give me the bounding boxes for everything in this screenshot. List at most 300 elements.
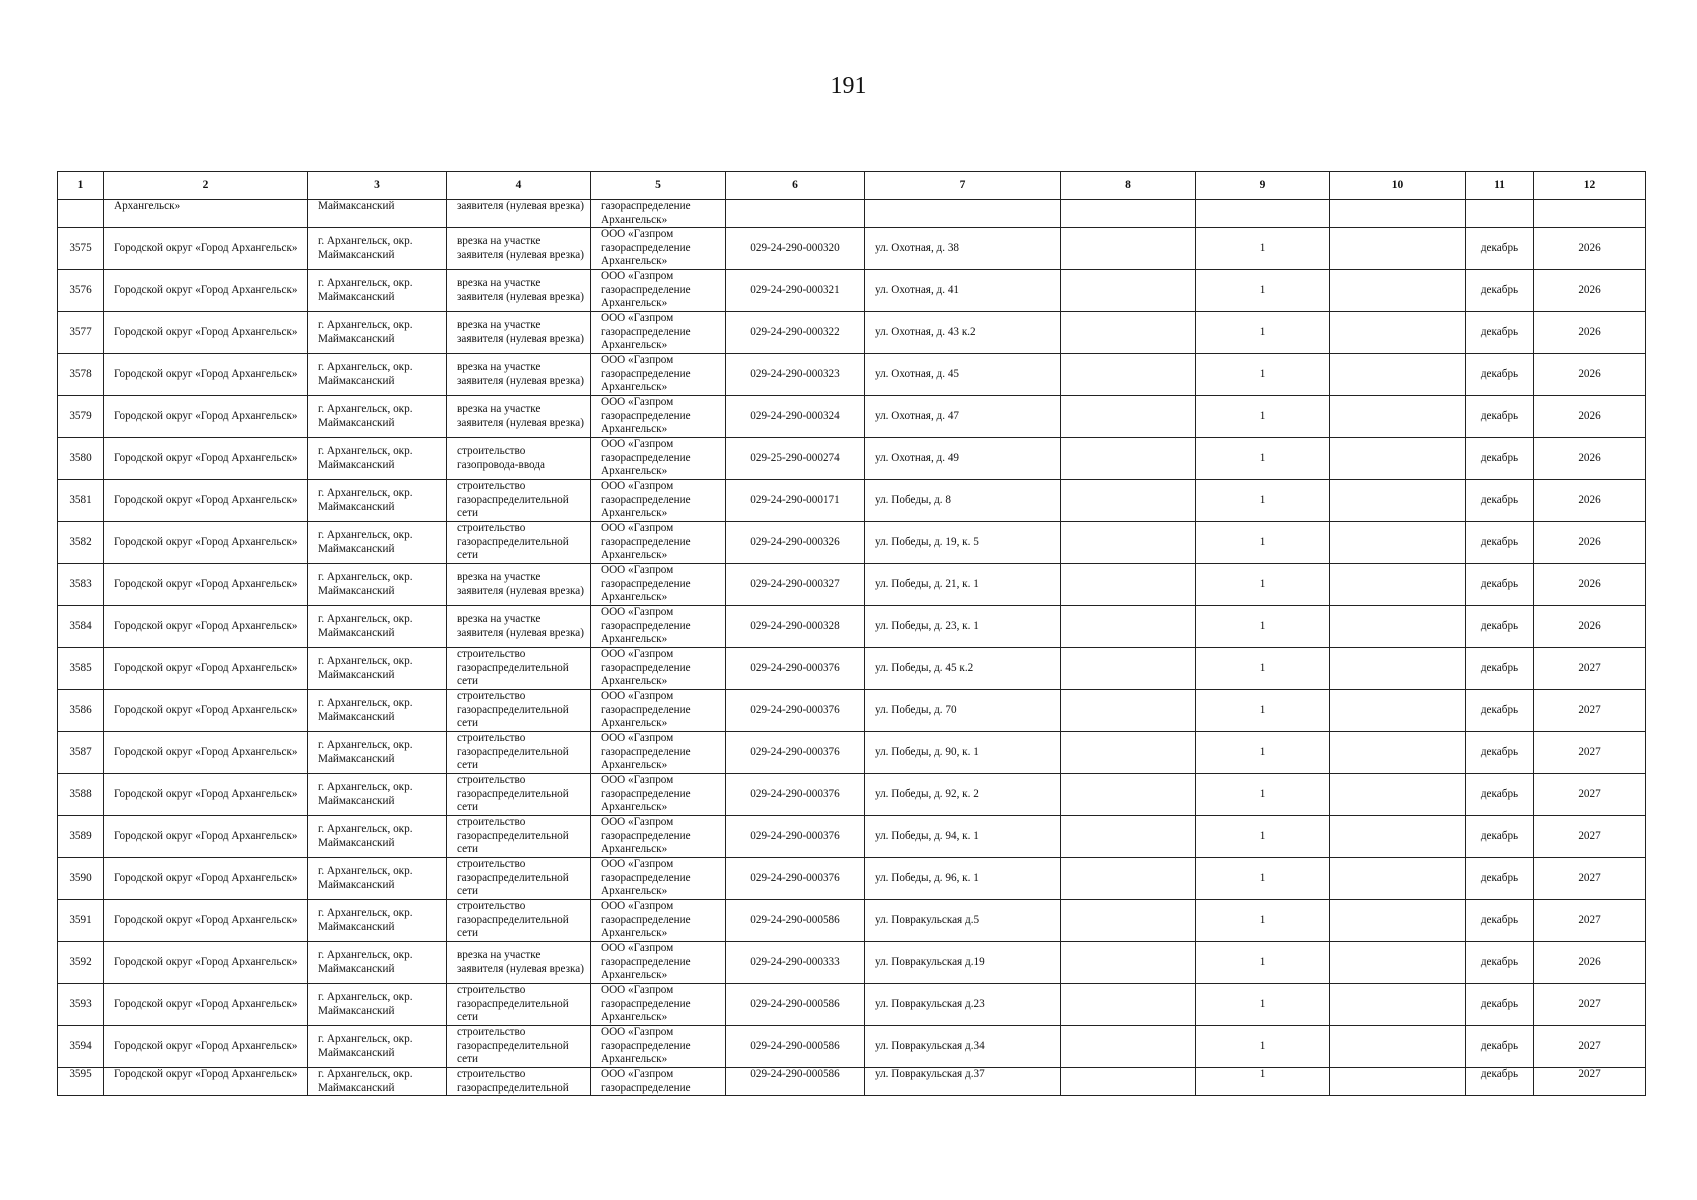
cell-year: 2027: [1534, 900, 1646, 942]
cell-col10: [1330, 732, 1466, 774]
cell-col10: [1330, 648, 1466, 690]
cell-work-type: строительство газораспределительной сети: [447, 774, 591, 816]
cell-col10: [1330, 522, 1466, 564]
cell-number: 3575: [58, 228, 104, 270]
cell-work-type: врезка на участке заявителя (нулевая врезка): [447, 606, 591, 648]
cell-month: декабрь: [1466, 942, 1534, 984]
cell-district: Городской округ «Город Архангельск»: [104, 396, 308, 438]
cell-year: 2026: [1534, 228, 1646, 270]
cell-work-type: врезка на участке заявителя (нулевая врезка): [447, 354, 591, 396]
cell-month: декабрь: [1466, 1026, 1534, 1068]
cell-locality: г. Архангельск, окр. Маймаксанский: [308, 732, 447, 774]
cell-col8: [1061, 1026, 1196, 1068]
cell-col8: [1061, 1068, 1196, 1096]
cell-quantity: 1: [1196, 900, 1330, 942]
cell-locality: г. Архангельск, окр. Маймаксанский: [308, 1026, 447, 1068]
table-row: [58, 1026, 1646, 1068]
cell-organization: ООО «Газпром газораспределение Архангельск»: [591, 690, 726, 732]
cell-col8: [1061, 732, 1196, 774]
cell-organization: ООО «Газпром газораспределение Архангельск»: [591, 564, 726, 606]
cell-col8: [1061, 984, 1196, 1026]
cell-district: Городской округ «Город Архангельск»: [104, 1068, 308, 1096]
table-row: [58, 858, 1646, 900]
cell-quantity: 1: [1196, 1026, 1330, 1068]
cell-organization: ООО «Газпром газораспределение Архангельск»: [591, 606, 726, 648]
cell-address: ул. Победы, д. 8: [865, 480, 1061, 522]
cell-work-type: строительство газораспределительной сети: [447, 648, 591, 690]
cell-work-type: врезка на участке заявителя (нулевая врезка): [447, 564, 591, 606]
cell-col10: [1330, 564, 1466, 606]
cell-address: ул. Повракульская д.5: [865, 900, 1061, 942]
cell-district: Городской округ «Город Архангельск»: [104, 312, 308, 354]
cell-code: 029-24-290-000376: [726, 816, 865, 858]
table-row: [58, 984, 1646, 1026]
cell-month: декабрь: [1466, 732, 1534, 774]
cell-col10: [1330, 228, 1466, 270]
cell-number: 3579: [58, 396, 104, 438]
cell-district: Городской округ «Город Архангельск»: [104, 1026, 308, 1068]
cell-number: 3581: [58, 480, 104, 522]
cell-district: Городской округ «Город Архангельск»: [104, 942, 308, 984]
cell-year: 2027: [1534, 648, 1646, 690]
cell-col10: [1330, 606, 1466, 648]
cell-quantity: 1: [1196, 228, 1330, 270]
cell-work-type: строительство газораспределительной сети: [447, 1026, 591, 1068]
cell-code: 029-25-290-000274: [726, 438, 865, 480]
cell-address: ул. Повракульская д.37: [865, 1068, 1061, 1096]
header-cell: 11: [1466, 172, 1534, 200]
header-cell: 5: [591, 172, 726, 200]
cell-organization: ООО «Газпром газораспределение Архангельск»: [591, 228, 726, 270]
cell-district: Городской округ «Город Архангельск»: [104, 858, 308, 900]
cell-code: 029-24-290-000328: [726, 606, 865, 648]
cell-address: ул. Повракульская д.19: [865, 942, 1061, 984]
cell-month: декабрь: [1466, 480, 1534, 522]
cell-locality: г. Архангельск, окр. Маймаксанский: [308, 228, 447, 270]
cell-work-type: строительство газораспределительной сети: [447, 816, 591, 858]
cell-month: декабрь: [1466, 354, 1534, 396]
cell-month: декабрь: [1466, 228, 1534, 270]
table-row: [58, 354, 1646, 396]
cell-code: 029-24-290-000326: [726, 522, 865, 564]
header-cell: 1: [58, 172, 104, 200]
cell-locality: г. Архангельск, окр. Маймаксанский: [308, 438, 447, 480]
cell-number: 3585: [58, 648, 104, 690]
cell-organization: ООО «Газпром газораспределение Архангельск»: [591, 816, 726, 858]
cell-col8: [1061, 816, 1196, 858]
cell-code: 029-24-290-000320: [726, 228, 865, 270]
table-row: [58, 480, 1646, 522]
cell-col8: [1061, 774, 1196, 816]
cell-work-type: строительство газораспределительной сети: [447, 984, 591, 1026]
continuation-row: [58, 200, 1646, 228]
cell-number: 3589: [58, 816, 104, 858]
cell-address: ул. Охотная, д. 49: [865, 438, 1061, 480]
cell-district: Городской округ «Город Архангельск»: [104, 564, 308, 606]
cell-code: [726, 200, 865, 228]
cell-work-type: строительство газораспределительной сети: [447, 480, 591, 522]
cell-col10: [1330, 312, 1466, 354]
cell-work-type: строительство газораспределительной: [447, 1068, 591, 1096]
cell-year: 2027: [1534, 816, 1646, 858]
table-row: [58, 228, 1646, 270]
cell-organization: ООО «Газпром газораспределение Архангельск»: [591, 984, 726, 1026]
cell-locality: Маймаксанский: [308, 200, 447, 228]
cell-locality: г. Архангельск, окр. Маймаксанский: [308, 480, 447, 522]
cell-col8: [1061, 480, 1196, 522]
cell-col10: [1330, 480, 1466, 522]
cell-organization: ООО «Газпром газораспределение Архангельск»: [591, 1026, 726, 1068]
cell-month: декабрь: [1466, 522, 1534, 564]
cell-code: 029-24-290-000586: [726, 1026, 865, 1068]
cell-code: 029-24-290-000376: [726, 648, 865, 690]
cell-work-type: врезка на участке заявителя (нулевая врезка): [447, 312, 591, 354]
table-row: [58, 522, 1646, 564]
cell-quantity: 1: [1196, 942, 1330, 984]
cell-district: Городской округ «Город Архангельск»: [104, 480, 308, 522]
header-cell: 4: [447, 172, 591, 200]
header-cell: 7: [865, 172, 1061, 200]
cell-quantity: 1: [1196, 774, 1330, 816]
cell-col8: [1061, 396, 1196, 438]
cell-month: декабрь: [1466, 690, 1534, 732]
cell-address: ул. Повракульская д.34: [865, 1026, 1061, 1068]
cell-locality: г. Архангельск, окр. Маймаксанский: [308, 522, 447, 564]
cell-address: ул. Победы, д. 21, к. 1: [865, 564, 1061, 606]
cell-number: 3578: [58, 354, 104, 396]
cell-district: Городской округ «Город Архангельск»: [104, 900, 308, 942]
cell-year: 2026: [1534, 270, 1646, 312]
cell-district: Городской округ «Город Архангельск»: [104, 984, 308, 1026]
cell-locality: г. Архангельск, окр. Маймаксанский: [308, 900, 447, 942]
cell-number: 3576: [58, 270, 104, 312]
cell-quantity: 1: [1196, 270, 1330, 312]
table-row: [58, 564, 1646, 606]
cell-month: декабрь: [1466, 900, 1534, 942]
cell-district: Городской округ «Город Архангельск»: [104, 354, 308, 396]
cell-code: 029-24-290-000322: [726, 312, 865, 354]
cell-col8: [1061, 648, 1196, 690]
cell-year: 2027: [1534, 774, 1646, 816]
cell-year: [1534, 200, 1646, 228]
table-row: [58, 312, 1646, 354]
table-body: [58, 172, 1646, 1096]
cell-quantity: 1: [1196, 858, 1330, 900]
cell-number: 3595: [58, 1068, 104, 1096]
cell-organization: ООО «Газпром газораспределение Архангельск»: [591, 900, 726, 942]
cell-col10: [1330, 816, 1466, 858]
cell-organization: ООО «Газпром газораспределение Архангельск»: [591, 858, 726, 900]
cell-district: Городской округ «Город Архангельск»: [104, 606, 308, 648]
cell-number: 3587: [58, 732, 104, 774]
cell-month: декабрь: [1466, 606, 1534, 648]
cell-quantity: 1: [1196, 648, 1330, 690]
cell-col10: [1330, 900, 1466, 942]
cell-quantity: 1: [1196, 564, 1330, 606]
cell-code: 029-24-290-000376: [726, 690, 865, 732]
cell-locality: г. Архангельск, окр. Маймаксанский: [308, 690, 447, 732]
header-cell: 6: [726, 172, 865, 200]
cell-organization: ООО «Газпром газораспределение Архангельск»: [591, 270, 726, 312]
cell-district: Городской округ «Город Архангельск»: [104, 228, 308, 270]
cell-col8: [1061, 606, 1196, 648]
cell-address: ул. Победы, д. 23, к. 1: [865, 606, 1061, 648]
cell-locality: г. Архангельск, окр. Маймаксанский: [308, 312, 447, 354]
cell-number: 3580: [58, 438, 104, 480]
cell-month: декабрь: [1466, 816, 1534, 858]
cell-district: Городской округ «Город Архангельск»: [104, 522, 308, 564]
cell-month: декабрь: [1466, 648, 1534, 690]
cell-code: 029-24-290-000324: [726, 396, 865, 438]
cell-address: [865, 200, 1061, 228]
cell-col8: [1061, 312, 1196, 354]
cell-month: декабрь: [1466, 1068, 1534, 1096]
cell-col8: [1061, 438, 1196, 480]
cell-year: 2026: [1534, 396, 1646, 438]
cell-year: 2027: [1534, 690, 1646, 732]
cell-organization: газораспределение Архангельск»: [591, 200, 726, 228]
table-row: [58, 816, 1646, 858]
cell-col8: [1061, 200, 1196, 228]
cell-organization: ООО «Газпром газораспределение Архангельск»: [591, 396, 726, 438]
cell-col10: [1330, 774, 1466, 816]
cell-col10: [1330, 690, 1466, 732]
cell-address: ул. Повракульская д.23: [865, 984, 1061, 1026]
cell-col8: [1061, 942, 1196, 984]
cell-quantity: 1: [1196, 816, 1330, 858]
cell-month: декабрь: [1466, 270, 1534, 312]
cell-col8: [1061, 564, 1196, 606]
cell-district: Городской округ «Город Архангельск»: [104, 438, 308, 480]
cell-address: ул. Охотная, д. 38: [865, 228, 1061, 270]
cell-year: 2027: [1534, 1026, 1646, 1068]
cell-district: Городской округ «Город Архангельск»: [104, 270, 308, 312]
cell-code: 029-24-290-000376: [726, 732, 865, 774]
cell-col10: [1330, 354, 1466, 396]
cell-locality: г. Архангельск, окр. Маймаксанский: [308, 354, 447, 396]
cell-quantity: 1: [1196, 732, 1330, 774]
table-row: [58, 900, 1646, 942]
cell-locality: г. Архангельск, окр. Маймаксанский: [308, 984, 447, 1026]
cell-code: 029-24-290-000586: [726, 984, 865, 1026]
cell-year: 2026: [1534, 312, 1646, 354]
cell-month: декабрь: [1466, 438, 1534, 480]
cell-address: ул. Охотная, д. 43 к.2: [865, 312, 1061, 354]
cell-number: 3588: [58, 774, 104, 816]
cell-col10: [1330, 200, 1466, 228]
cell-code: 029-24-290-000323: [726, 354, 865, 396]
page-number: 191: [830, 73, 867, 99]
table-row: [58, 774, 1646, 816]
cell-col8: [1061, 354, 1196, 396]
cell-col8: [1061, 522, 1196, 564]
cell-quantity: 1: [1196, 480, 1330, 522]
cell-organization: ООО «Газпром газораспределение Архангельск»: [591, 942, 726, 984]
cell-address: ул. Победы, д. 45 к.2: [865, 648, 1061, 690]
cell-year: 2026: [1534, 606, 1646, 648]
cell-work-type: врезка на участке заявителя (нулевая врезка): [447, 270, 591, 312]
cell-number: 3594: [58, 1026, 104, 1068]
cell-col10: [1330, 984, 1466, 1026]
cell-address: ул. Победы, д. 96, к. 1: [865, 858, 1061, 900]
cell-organization: ООО «Газпром газораспределение Архангельск»: [591, 774, 726, 816]
cell-year: 2027: [1534, 1068, 1646, 1096]
cell-number: 3591: [58, 900, 104, 942]
cell-month: декабрь: [1466, 774, 1534, 816]
cell-address: ул. Охотная, д. 47: [865, 396, 1061, 438]
cell-number: 3584: [58, 606, 104, 648]
cell-locality: г. Архангельск, окр. Маймаксанский: [308, 396, 447, 438]
cell-work-type: врезка на участке заявителя (нулевая врезка): [447, 228, 591, 270]
table-row: [58, 648, 1646, 690]
cell-code: 029-24-290-000586: [726, 900, 865, 942]
cell-organization: ООО «Газпром газораспределение Архангельск»: [591, 312, 726, 354]
cell-col8: [1061, 858, 1196, 900]
cell-number: 3592: [58, 942, 104, 984]
table-row: [58, 606, 1646, 648]
cell-number: 3582: [58, 522, 104, 564]
data-table: [57, 171, 1646, 1096]
cell-address: ул. Победы, д. 92, к. 2: [865, 774, 1061, 816]
cell-year: 2026: [1534, 942, 1646, 984]
cell-month: декабрь: [1466, 396, 1534, 438]
cell-code: 029-24-290-000321: [726, 270, 865, 312]
cell-locality: г. Архангельск, окр. Маймаксанский: [308, 942, 447, 984]
cell-organization: ООО «Газпром газораспределение Архангельск»: [591, 438, 726, 480]
cell-year: 2026: [1534, 522, 1646, 564]
cell-month: декабрь: [1466, 858, 1534, 900]
cell-col10: [1330, 270, 1466, 312]
cell-quantity: 1: [1196, 984, 1330, 1026]
cell-quantity: 1: [1196, 606, 1330, 648]
cell-district: Городской округ «Город Архангельск»: [104, 648, 308, 690]
cell-organization: ООО «Газпром газораспределение Архангельск»: [591, 480, 726, 522]
cell-locality: г. Архангельск, окр. Маймаксанский: [308, 606, 447, 648]
cell-month: декабрь: [1466, 564, 1534, 606]
cell-organization: ООО «Газпром газораспределение Архангельск»: [591, 522, 726, 564]
cell-locality: г. Архангельск, окр. Маймаксанский: [308, 1068, 447, 1096]
cell-locality: г. Архангельск, окр. Маймаксанский: [308, 270, 447, 312]
cell-number: 3577: [58, 312, 104, 354]
cell-address: ул. Победы, д. 19, к. 5: [865, 522, 1061, 564]
cell-quantity: 1: [1196, 690, 1330, 732]
cell-organization: ООО «Газпром газораспределение Архангельск»: [591, 648, 726, 690]
cell-col8: [1061, 900, 1196, 942]
cell-col8: [1061, 270, 1196, 312]
cell-quantity: 1: [1196, 312, 1330, 354]
cell-address: ул. Победы, д. 94, к. 1: [865, 816, 1061, 858]
header-cell: 12: [1534, 172, 1646, 200]
header-cell: 2: [104, 172, 308, 200]
cell-year: 2027: [1534, 984, 1646, 1026]
cell-address: ул. Охотная, д. 41: [865, 270, 1061, 312]
cell-address: ул. Победы, д. 90, к. 1: [865, 732, 1061, 774]
cell-locality: г. Архангельск, окр. Маймаксанский: [308, 858, 447, 900]
cell-year: 2026: [1534, 354, 1646, 396]
cell-col10: [1330, 396, 1466, 438]
cell-work-type: врезка на участке заявителя (нулевая врезка): [447, 942, 591, 984]
cell-district: Городской округ «Город Архангельск»: [104, 732, 308, 774]
cell-work-type: строительство газораспределительной сети: [447, 858, 591, 900]
cell-year: 2026: [1534, 480, 1646, 522]
cell-code: 029-24-290-000376: [726, 774, 865, 816]
table-row: [58, 732, 1646, 774]
cell-col10: [1330, 858, 1466, 900]
cell-col10: [1330, 1068, 1466, 1096]
cell-address: ул. Охотная, д. 45: [865, 354, 1061, 396]
cell-work-type: строительство газопровода-ввода: [447, 438, 591, 480]
cell-year: 2026: [1534, 438, 1646, 480]
cell-quantity: [1196, 200, 1330, 228]
header-cell: 3: [308, 172, 447, 200]
table-row: [58, 1068, 1646, 1096]
cell-work-type: строительство газораспределительной сети: [447, 732, 591, 774]
cell-organization: ООО «Газпром газораспределение Архангельск»: [591, 354, 726, 396]
cell-organization: ООО «Газпром газораспределение: [591, 1068, 726, 1096]
cell-locality: г. Архангельск, окр. Маймаксанский: [308, 564, 447, 606]
header-cell: 10: [1330, 172, 1466, 200]
cell-code: 029-24-290-000327: [726, 564, 865, 606]
cell-year: 2027: [1534, 732, 1646, 774]
cell-quantity: 1: [1196, 438, 1330, 480]
cell-number: [58, 200, 104, 228]
cell-work-type: строительство газораспределительной сети: [447, 522, 591, 564]
cell-work-type: строительство газораспределительной сети: [447, 900, 591, 942]
cell-code: 029-24-290-000376: [726, 858, 865, 900]
table-row: [58, 396, 1646, 438]
cell-locality: г. Архангельск, окр. Маймаксанский: [308, 648, 447, 690]
cell-col10: [1330, 1026, 1466, 1068]
cell-col8: [1061, 228, 1196, 270]
cell-work-type: заявителя (нулевая врезка): [447, 200, 591, 228]
cell-year: 2026: [1534, 564, 1646, 606]
cell-number: 3590: [58, 858, 104, 900]
cell-work-type: врезка на участке заявителя (нулевая врезка): [447, 396, 591, 438]
table-row: [58, 270, 1646, 312]
table-row: [58, 942, 1646, 984]
header-cell: 8: [1061, 172, 1196, 200]
cell-quantity: 1: [1196, 396, 1330, 438]
cell-number: 3586: [58, 690, 104, 732]
cell-code: 029-24-290-000586: [726, 1068, 865, 1096]
header-row: [58, 172, 1646, 200]
cell-district: Городской округ «Город Архангельск»: [104, 690, 308, 732]
table-row: [58, 438, 1646, 480]
cell-locality: г. Архангельск, окр. Маймаксанский: [308, 774, 447, 816]
cell-organization: ООО «Газпром газораспределение Архангельск»: [591, 732, 726, 774]
cell-code: 029-24-290-000171: [726, 480, 865, 522]
header-cell: 9: [1196, 172, 1330, 200]
cell-month: декабрь: [1466, 312, 1534, 354]
cell-quantity: 1: [1196, 354, 1330, 396]
cell-month: декабрь: [1466, 984, 1534, 1026]
cell-district: Городской округ «Город Архангельск»: [104, 774, 308, 816]
cell-col10: [1330, 942, 1466, 984]
cell-district: Городской округ «Город Архангельск»: [104, 816, 308, 858]
cell-month: [1466, 200, 1534, 228]
cell-locality: г. Архангельск, окр. Маймаксанский: [308, 816, 447, 858]
cell-col10: [1330, 438, 1466, 480]
cell-work-type: строительство газораспределительной сети: [447, 690, 591, 732]
cell-quantity: 1: [1196, 1068, 1330, 1096]
cell-number: 3583: [58, 564, 104, 606]
cell-number: 3593: [58, 984, 104, 1026]
cell-col8: [1061, 690, 1196, 732]
table-row: [58, 690, 1646, 732]
cell-year: 2027: [1534, 858, 1646, 900]
cell-code: 029-24-290-000333: [726, 942, 865, 984]
cell-district: Архангельск»: [104, 200, 308, 228]
